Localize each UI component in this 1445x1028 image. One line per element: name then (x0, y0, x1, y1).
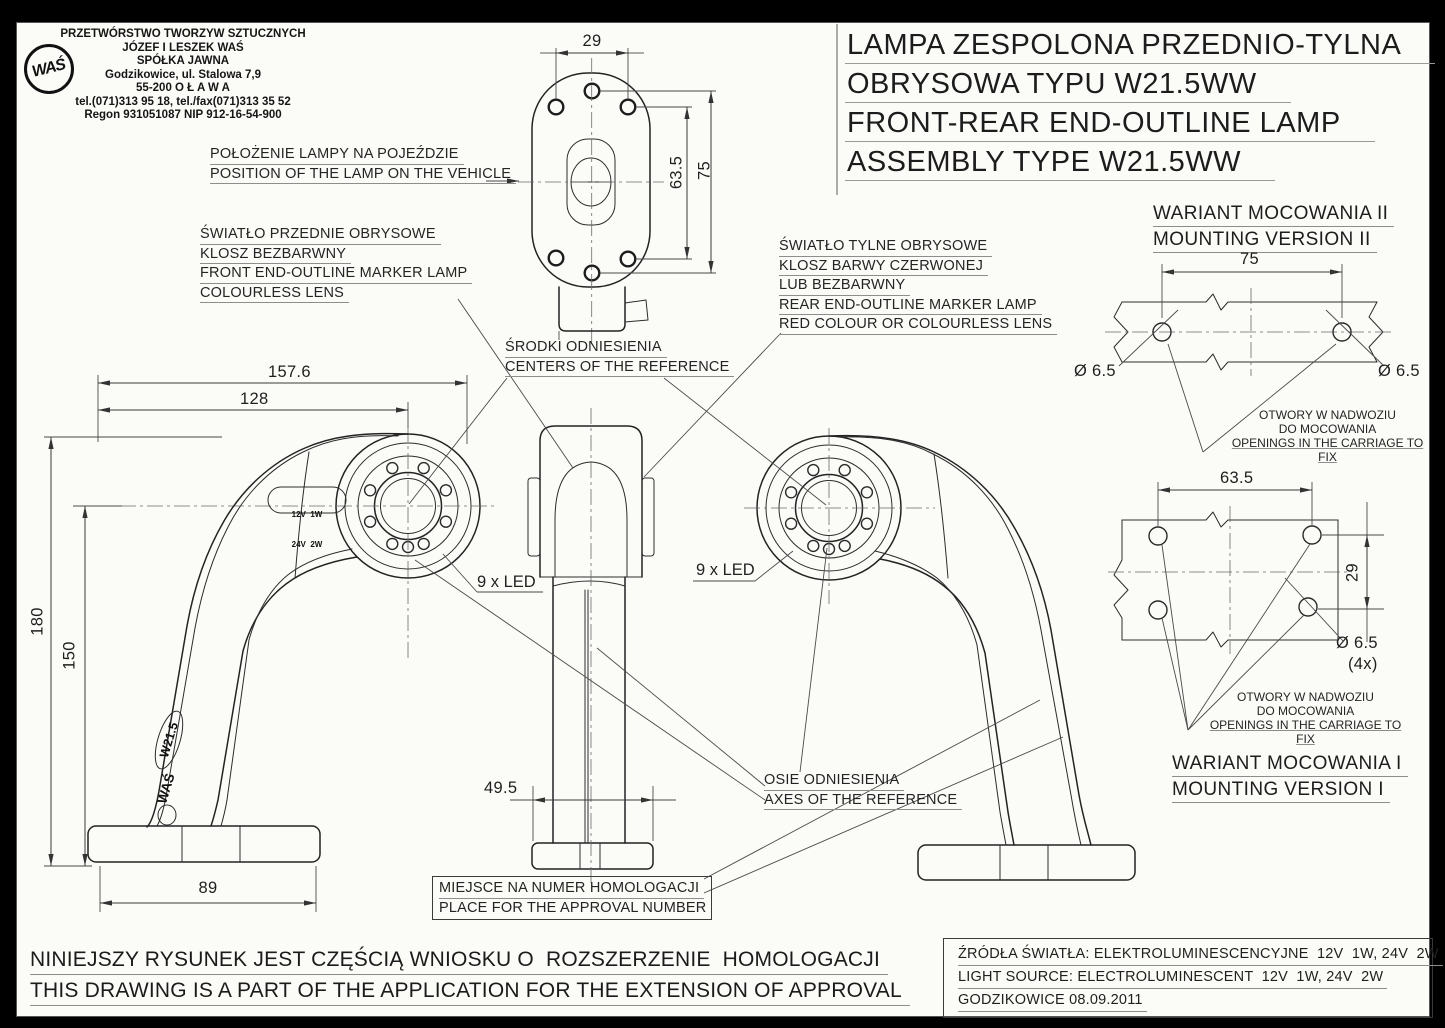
label-rear-light-en-1: REAR END-OUTLINE MARKER LAMP (779, 297, 1042, 316)
label-rear-light-pl-3: LUB BEZBARWNY (779, 277, 910, 296)
left-side-view (44, 375, 543, 912)
mounting-1-dim-height: 29 (1343, 563, 1362, 582)
title-line-en-1: FRONT-REAR END-OUTLINE LAMP (845, 108, 1375, 142)
label-rear-light (779, 238, 1057, 336)
dim-side-total-width: 157.6 (268, 363, 311, 381)
footer-statement-pl: NINIEJSZY RYSUNEK JEST CZĘŚCIĄ WNIOSKU O ROZSZERZENIE HOMOLOGACJI (30, 948, 888, 975)
label-approval-pl: MIEJSCE NA NUMER HOMOLOGACJI (439, 880, 704, 899)
company-phone: tel.(071)313 95 18, tel./fax(071)313 35 52 (75, 95, 291, 108)
label-position-pl: POŁOŻENIE LAMPY NA POJEŹDZIE (210, 146, 464, 165)
label-centers (505, 339, 734, 378)
title-block (845, 30, 1435, 186)
label-front-light (200, 226, 472, 304)
label-position (210, 146, 516, 185)
mounting-2-title-pl: WARIANT MOCOWANIA II (1153, 203, 1394, 227)
dim-side-head-x: 128 (240, 390, 269, 408)
dim-side-head-height: 150 (60, 641, 79, 670)
footer-approval-statement (30, 948, 910, 1010)
mounting-1-note-en: OPENINGS IN THE CARRIAGE TO FIX (1209, 718, 1402, 746)
voltage-24v: 24V 2W (291, 540, 323, 549)
company-city: 55-200 O Ł A W A (136, 82, 230, 94)
footer-source-pl: ŹRÓDŁA ŚWIATŁA: ELEKTROLUMINESCENCYJNE 12V 1W, 24V 2W (958, 946, 1443, 966)
mounting-1-dim-width: 63.5 (1220, 469, 1254, 487)
label-axes-en: AXES OF THE REFERENCE (764, 792, 962, 811)
dim-top-inner: 63.5 (667, 155, 686, 190)
dim-side-total-height: 180 (28, 607, 47, 636)
label-rear-light-en-2: RED COLOUR OR COLOURLESS LENS (779, 316, 1057, 335)
label-front-light-en-1: FRONT END-OUTLINE MARKER LAMP (200, 265, 472, 284)
dim-side-base-width: 89 (198, 879, 218, 897)
front-view (510, 408, 676, 886)
stem-brand-label: WAŚ (154, 771, 178, 806)
mounting-1-note-pl-2: DO MOCOWANIA (1256, 704, 1355, 718)
company-type: SPÓŁKA JAWNA (136, 55, 230, 67)
mounting-2-hole-right: Ø 6.5 (1378, 362, 1420, 380)
footer-source-en: LIGHT SOURCE: ELECTROLUMINESCENT 12V 1W, 24V 2W (958, 969, 1387, 989)
label-approval-box (432, 876, 712, 920)
mounting-2-note-pl-2: DO MOCOWANIA (1278, 422, 1377, 436)
mounting-2-hole-left: Ø 6.5 (1074, 362, 1116, 380)
company-regon-nip: Regon 931051087 NIP 912-16-54-900 (84, 109, 282, 121)
company-block (55, 28, 311, 123)
label-rear-light-pl-2: KLOSZ BARWY CZERWONEJ (779, 258, 988, 277)
footer-light-source (958, 946, 1443, 1015)
label-front-light-pl-2: KLOSZ BEZBARWNY (200, 246, 351, 265)
dim-top-outer: 75 (695, 161, 714, 180)
was-logo-text: WAŚ (30, 56, 68, 81)
title-line-en-2: ASSEMBLY TYPE W21.5WW (845, 147, 1275, 181)
company-name: PRZETWÓRSTWO TWORZYW SZTUCZNYCH (60, 28, 306, 40)
label-led-left: 9 x LED (477, 573, 536, 591)
label-rear-light-pl-1: ŚWIATŁO TYLNE OBRYSOWE (779, 238, 992, 257)
label-axes-pl: OSIE ODNIESIENIA (764, 772, 904, 791)
mounting-1-hole-qty: (4x) (1348, 655, 1378, 673)
label-approval-en: PLACE FOR THE APPROVAL NUMBER (439, 899, 707, 916)
company-street: Godzikowice, ul. Stalowa 7,9 (105, 68, 261, 81)
label-centers-en: CENTERS OF THE REFERENCE (505, 359, 734, 378)
mounting-1-hole-dia: Ø 6.5 (1336, 634, 1378, 652)
footer-place-date: GODZIKOWICE 08.09.2011 (958, 992, 1147, 1012)
mounting-2-note (1225, 408, 1430, 464)
mounting-2-title-en: MOUNTING VERSION II (1153, 229, 1377, 253)
label-led-right: 9 x LED (696, 561, 755, 579)
mounting-2-note-en: OPENINGS IN THE CARRIAGE TO FIX (1231, 436, 1424, 464)
title-line-pl-2: OBRYSOWA TYPU W21.5WW (845, 69, 1291, 103)
company-owners: JÓZEF I LESZEK WAŚ (122, 41, 244, 54)
label-position-en: POSITION OF THE LAMP ON THE VEHICLE (210, 166, 516, 185)
mounting-1-title-pl: WARIANT MOCOWANIA I (1172, 753, 1408, 777)
stem-model-label: W21.5 (157, 720, 181, 760)
mounting-2-note-pl-1: OTWORY W NADWOZIU (1259, 408, 1396, 422)
voltage-12v: 12V 1W (291, 510, 323, 519)
dim-front-base-width: 49.5 (484, 779, 518, 797)
mounting-1-note (1203, 690, 1408, 746)
label-centers-pl: ŚRODKI ODNIESIENIA (505, 339, 667, 358)
mounting-2-header (1153, 203, 1394, 255)
label-front-light-pl-1: ŚWIATŁO PRZEDNIE OBRYSOWE (200, 226, 441, 245)
dim-top-width: 29 (582, 32, 602, 50)
mounting-1-note-pl-1: OTWORY W NADWOZIU (1237, 690, 1374, 704)
label-front-light-en-2: COLOURLESS LENS (200, 285, 349, 304)
mounting-2-dim-75: 75 (1240, 250, 1259, 268)
title-line-pl-1: LAMPA ZESPOLONA PRZEDNIO-TYLNA (845, 30, 1435, 64)
footer-statement-en: THIS DRAWING IS A PART OF THE APPLICATION FOR THE EXTENSION OF APPROVAL (30, 979, 910, 1006)
mounting-1-title-en: MOUNTING VERSION I (1172, 779, 1390, 803)
voltage-plate-label (270, 490, 344, 549)
label-axes (764, 772, 962, 811)
mounting-1-header (1172, 753, 1408, 805)
right-side-view (693, 428, 1135, 880)
leader-lines (409, 299, 1063, 893)
